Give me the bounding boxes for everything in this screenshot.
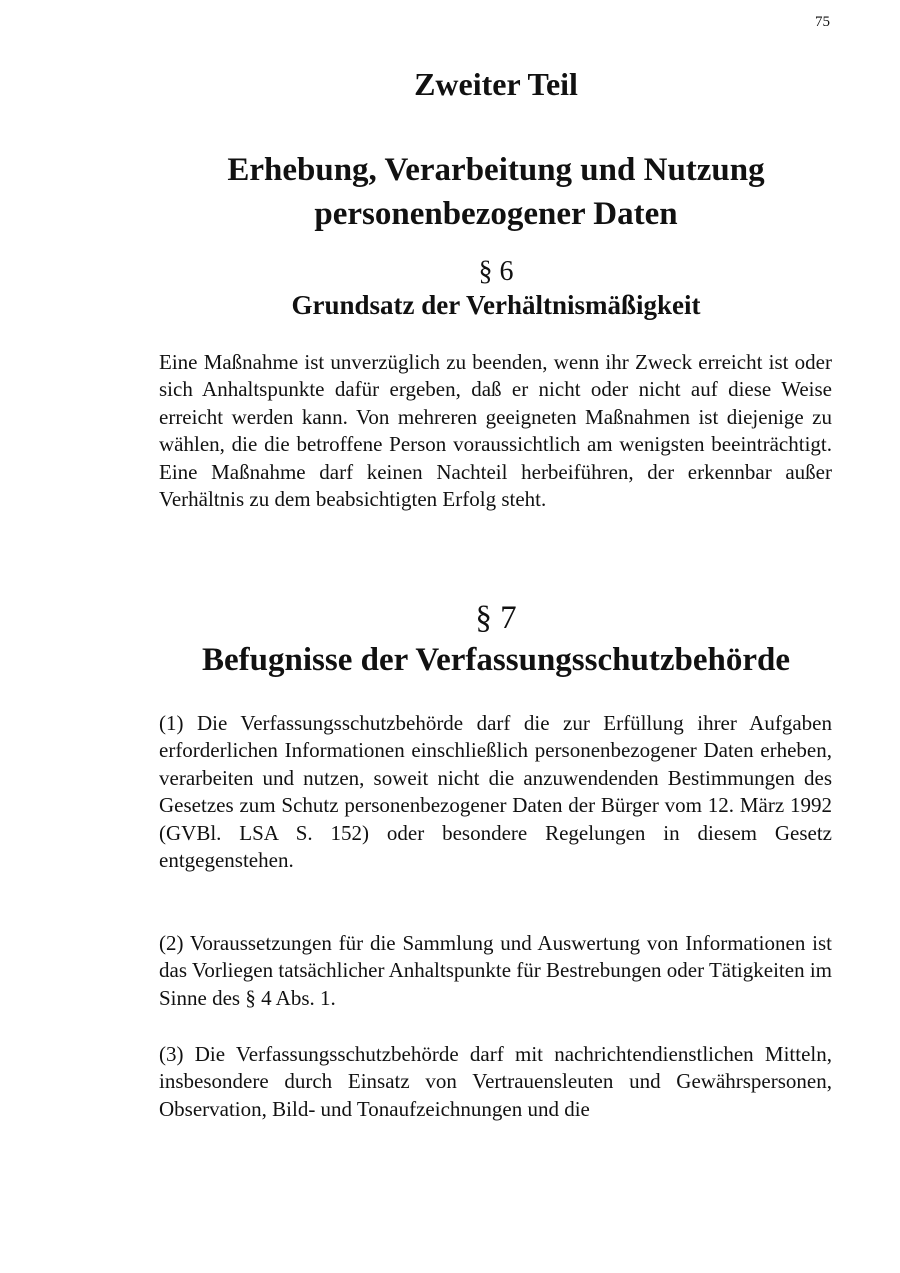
section-6-title: Grundsatz der Verhältnismäßigkeit: [291, 290, 701, 320]
chapter-title-line-1: Erhebung, Verarbeitung und Nutzung: [227, 152, 765, 188]
page-number: 75: [815, 14, 830, 30]
section-6-paragraph: Eine Maßnahme ist unverzüglich zu beenden, wenn ihr Zweck erreicht ist oder sich Anhaltspunkte dafür ergeben, daß er nicht oder nicht auf diese Weise erreicht werden kann. Von mehreren geeigneten Maßnahmen ist diejenige zu wählen, die die betroffene Person voraussichtlich am wenigsten beeinträchtigt. Eine Maßnahme darf keinen Nachteil herbeiführen, der erkennbar außer Verhältnis zu dem beabsichtigten Erfolg steht.: [159, 350, 832, 512]
section-7-paragraph-1: (1) Die Verfassungsschutzbehörde darf die zur Erfüllung ihrer Aufgaben erforderlichen Informationen einschließlich personenbezogener Daten erheben, verarbeiten und nutzen, soweit nicht die anzuwendenden Bestimmungen des Gesetzes zum Schutz personenbezogener Daten der Bürger vom 12. März 1992 (GVBl. LSA S. 152) oder besondere Regelungen in diesem Gesetz entgegenstehen.: [159, 711, 832, 873]
section-7-paragraph-3: (3) Die Verfassungsschutzbehörde darf mit nachrichtendienstlichen Mitteln, insbesondere durch Einsatz von Vertrauensleuten und Gewährspersonen, Observation, Bild- und Tonaufzeichnungen und die: [159, 1042, 832, 1121]
section-7-number: § 7: [475, 600, 517, 636]
section-6-number: § 6: [478, 256, 514, 287]
section-7-title: Befugnisse der Verfassungsschutzbehörde: [202, 642, 790, 678]
chapter-title: [46, 148, 900, 236]
chapter-title-line-2: personenbezogener Daten: [314, 196, 678, 232]
part-title: Zweiter Teil: [414, 66, 578, 102]
section-7-paragraph-2: (2) Voraussetzungen für die Sammlung und Auswertung von Informationen ist das Vorliegen tatsächlicher Anhaltspunkte für Bestrebungen oder Tätigkeiten im Sinne des § 4 Abs. 1.: [159, 931, 832, 1010]
